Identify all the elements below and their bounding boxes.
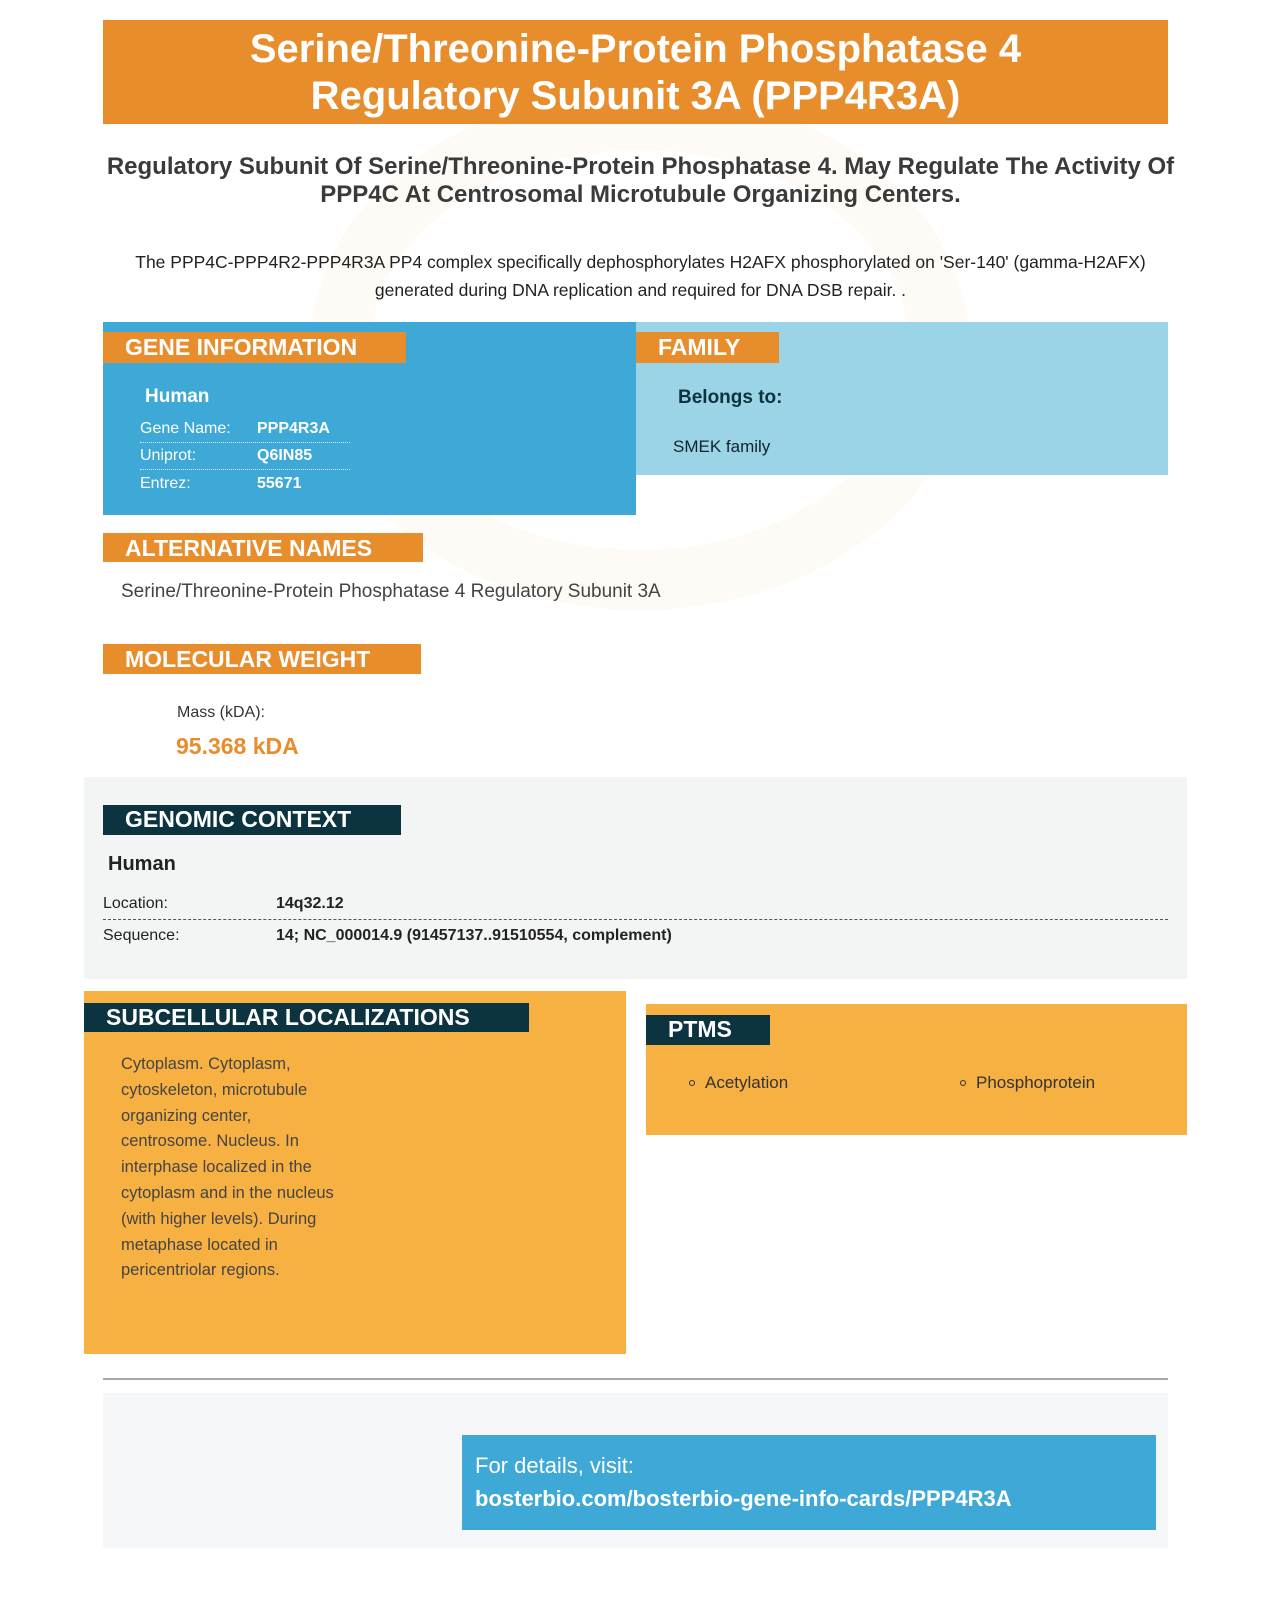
gene-information-heading: GENE INFORMATION bbox=[103, 332, 406, 363]
ptm-label: Phosphoprotein bbox=[976, 1073, 1096, 1092]
location-label: Location: bbox=[103, 894, 168, 912]
genomic-context-heading: GENOMIC CONTEXT bbox=[103, 805, 401, 835]
sequence-value: 14; NC_000014.9 (91457137..91510554, complement) bbox=[276, 927, 672, 944]
alternative-name-value: Serine/Threonine-Protein Phosphatase 4 Regulatory Subunit 3A bbox=[121, 581, 661, 602]
location-value: 14q32.12 bbox=[276, 894, 344, 912]
gene-name-value: PPP4R3A bbox=[257, 420, 330, 437]
title-line-2: Regulatory Subunit 3A (PPP4R3A) bbox=[310, 74, 961, 118]
ptm-item bbox=[960, 1073, 1095, 1093]
footer-divider bbox=[103, 1378, 1168, 1380]
subcellular-localizations-text: Cytoplasm. Cytoplasm, cytoskeleton, microtubule organizing center, centrosome. Nucleus. In interphase localized in the cytoplasm and in the nucleus (with higher levels). During metaphase located in pericentriolar regions. bbox=[121, 1055, 334, 1280]
page-subtitle: Regulatory Subunit Of Serine/Threonine-Protein Phosphatase 4. May Regulate The Activity Of PPP4C At Centrosomal Microtubule Organizing Centers. bbox=[106, 153, 1175, 208]
genomic-context-table bbox=[103, 888, 1168, 952]
page-title bbox=[103, 20, 1168, 124]
ptms-heading: PTMS bbox=[646, 1015, 770, 1045]
entrez-row bbox=[140, 470, 350, 497]
sequence-row bbox=[103, 920, 1168, 952]
uniprot-row bbox=[140, 443, 350, 470]
gene-species: Human bbox=[145, 386, 210, 407]
gene-name-label: Gene Name: bbox=[140, 420, 231, 437]
sequence-label: Sequence: bbox=[103, 927, 180, 944]
mass-value: 95.368 kDA bbox=[176, 733, 299, 759]
function-description: The PPP4C-PPP4R2-PPP4R3A PP4 complex specifically dephosphorylates H2AFX phosphorylated on 'Ser-140' (gamma-H2AFX) generated during DNA replication and required for DNA DSB repair. . bbox=[135, 252, 1146, 300]
circle-bullet-icon bbox=[689, 1080, 695, 1086]
uniprot-value: Q6IN85 bbox=[257, 447, 313, 464]
title-line-1: Serine/Threonine-Protein Phosphatase 4 bbox=[249, 27, 1022, 71]
ptm-item bbox=[689, 1073, 788, 1093]
family-heading: FAMILY bbox=[636, 332, 779, 363]
subcellular-localizations-heading: SUBCELLULAR LOCALIZATIONS bbox=[84, 1003, 529, 1032]
entrez-value: 55671 bbox=[257, 474, 302, 492]
uniprot-label: Uniprot: bbox=[140, 447, 197, 464]
alternative-names-heading: ALTERNATIVE NAMES bbox=[103, 533, 423, 562]
entrez-label: Entrez: bbox=[140, 474, 191, 492]
details-link-box bbox=[462, 1435, 1156, 1530]
mass-label: Mass (kDA): bbox=[177, 704, 265, 721]
location-row bbox=[103, 888, 1168, 920]
genomic-species: Human bbox=[108, 853, 176, 875]
ptm-label: Acetylation bbox=[705, 1073, 789, 1092]
details-url-link[interactable]: bosterbio.com/bosterbio-gene-info-cards/PPP4R3A bbox=[475, 1486, 1012, 1511]
gene-info-table bbox=[140, 416, 350, 497]
gene-name-row bbox=[140, 416, 350, 443]
belongs-to-label: Belongs to: bbox=[678, 387, 783, 408]
family-value: SMEK family bbox=[673, 437, 771, 456]
visit-label: For details, visit: bbox=[475, 1453, 634, 1478]
molecular-weight-heading: MOLECULAR WEIGHT bbox=[103, 644, 421, 674]
circle-bullet-icon bbox=[960, 1080, 966, 1086]
